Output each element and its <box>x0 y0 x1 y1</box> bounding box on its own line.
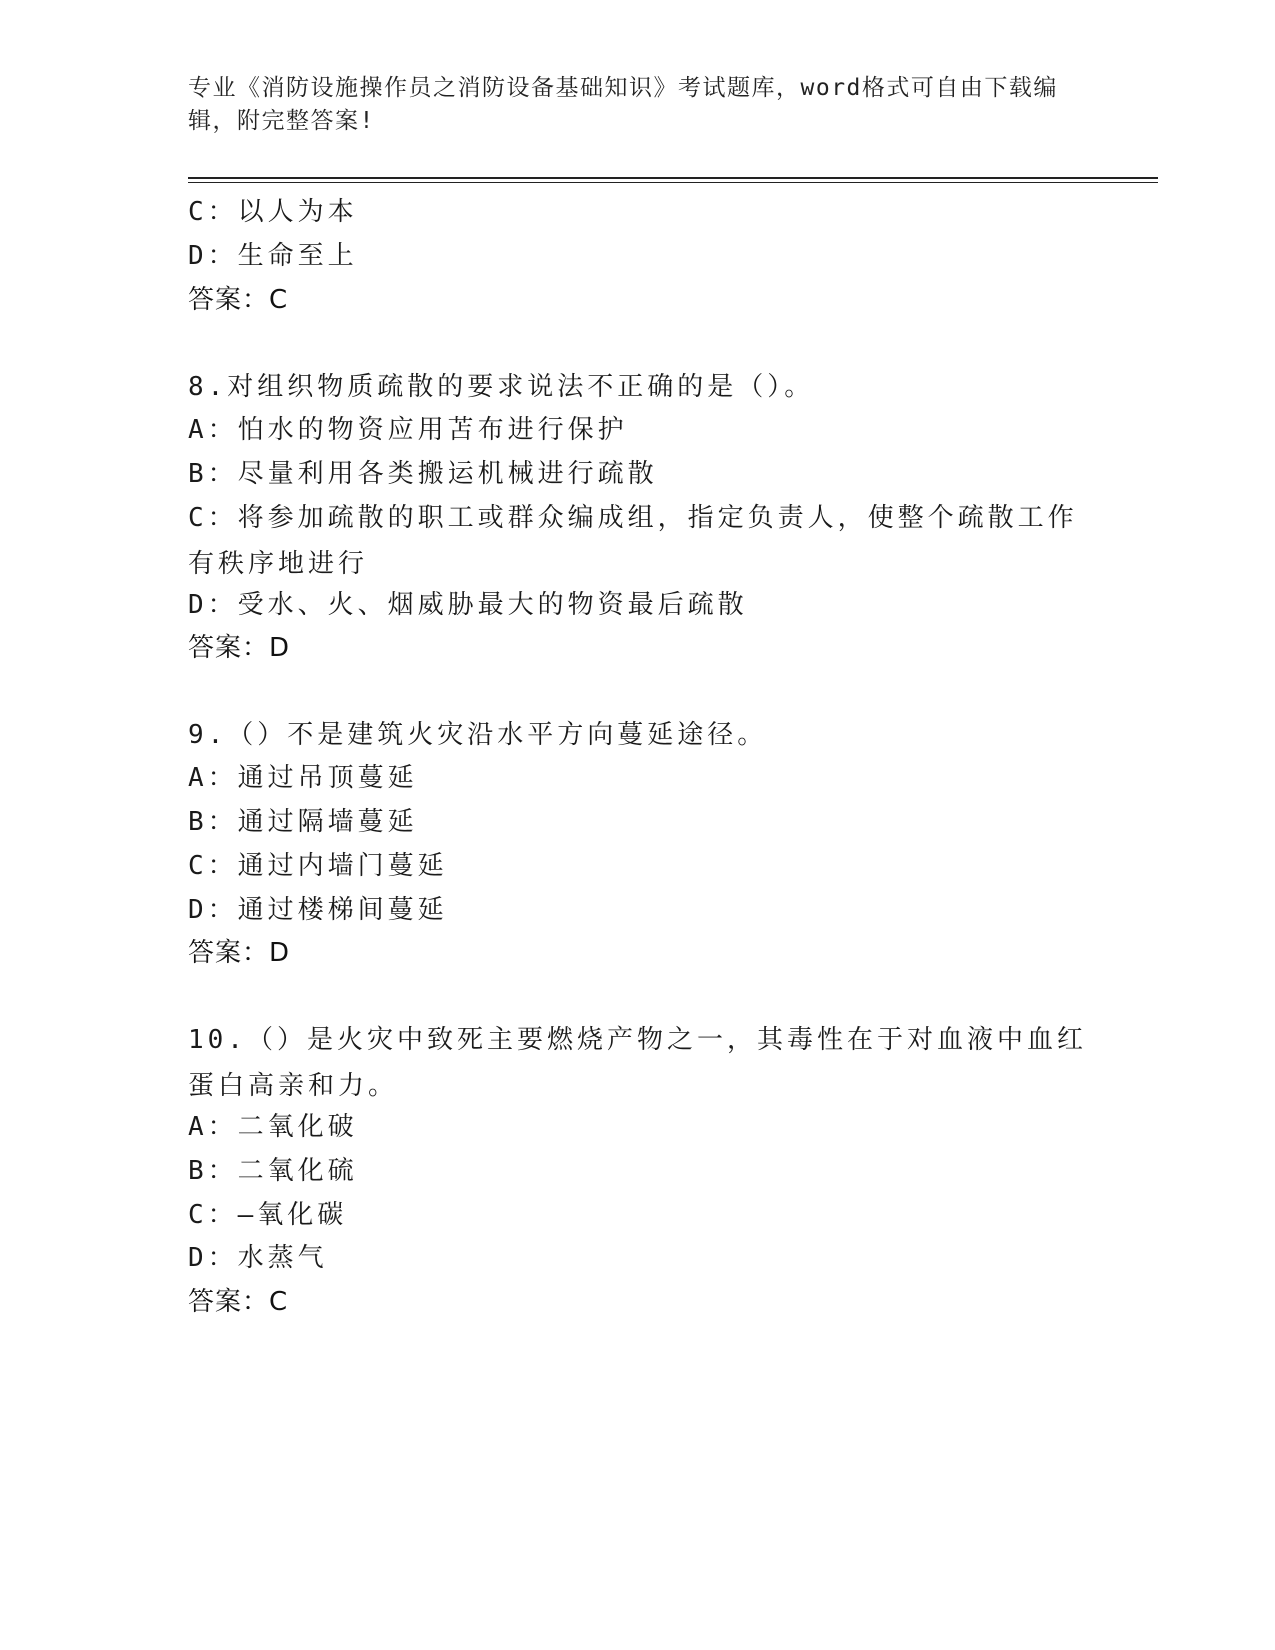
q8-option-c: C：将参加疏散的职工或群众编成组，指定负责人，使整个疏散工作有秩序地进行 <box>188 503 1078 579</box>
q8-option-a: A：怕水的物资应用苫布进行保护 <box>188 415 628 445</box>
prev-answer: 答案：C <box>188 285 289 315</box>
q9-answer: 答案：D <box>188 938 291 968</box>
q9-option-a: A：通过吊顶蔓延 <box>188 763 418 793</box>
q10-option-a: A：二氧化破 <box>188 1112 358 1142</box>
q9-option-c: C：通过内墙门蔓延 <box>188 851 448 881</box>
q10-stem: 10.（）是火灾中致死主要燃烧产物之一，其毒性在于对血液中血红蛋白高亲和力。 <box>188 1025 1087 1101</box>
q8-option-d: D：受水、火、烟威胁最大的物资最后疏散 <box>188 590 748 620</box>
header-rule-thin <box>188 182 1158 183</box>
header-rule-thick <box>188 177 1158 179</box>
prev-option-d: D：生命至上 <box>188 241 358 271</box>
q9-option-b: B：通过隔墙蔓延 <box>188 807 418 837</box>
document-header: 专业《消防设施操作员之消防设备基础知识》考试题库，word格式可自由下载编辑，附完整答案! <box>188 75 1058 134</box>
q9-option-d: D：通过楼梯间蔓延 <box>188 895 448 925</box>
prev-option-c: C：以人为本 <box>188 197 358 227</box>
q10-option-d: D：水蒸气 <box>188 1243 328 1273</box>
q8-answer: 答案：D <box>188 633 291 663</box>
q8-option-b: B：尽量利用各类搬运机械进行疏散 <box>188 459 658 489</box>
q9-stem: 9.（）不是建筑火灾沿水平方向蔓延途径。 <box>188 720 768 750</box>
q10-option-c: C：—氧化碳 <box>188 1200 348 1230</box>
q10-answer: 答案：C <box>188 1287 289 1317</box>
q8-stem: 8.对组织物质疏散的要求说法不正确的是（）。 <box>188 372 815 402</box>
q10-option-b: B：二氧化硫 <box>188 1156 358 1186</box>
